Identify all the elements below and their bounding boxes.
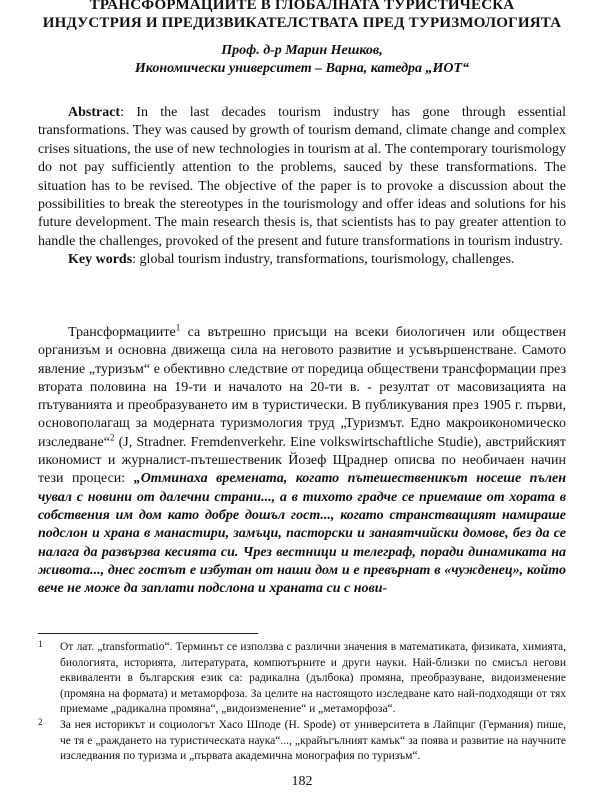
footnote-text: За нея историкът и социологът Хасо Шподе (H. Spode) от университета в Лайпциг (Германия) пише, че тя е „раждането на туристическата наука“..., „крайъгълният камък“ за поява и развитие на научните изследвания по туризма и „първата академична монография по туризъм“.	[60, 718, 566, 763]
title-line-1: ТРАНСФОРМАЦИИТЕ В ГЛОБАЛНАТА ТУРИСТИЧЕСКА	[89, 0, 515, 13]
abstract-label: Abstract	[68, 105, 121, 120]
footnote-ref-2[interactable]: 2	[109, 432, 115, 443]
footnote-2	[38, 718, 566, 765]
footnote-number: 1	[38, 639, 43, 649]
body-paragraph	[38, 324, 566, 598]
author-block	[38, 42, 566, 78]
body-text-start: Трансформациите	[68, 325, 176, 340]
body-text	[38, 324, 566, 598]
author-affiliation: Икономически университет – Варна, катедра „ИОТ“	[134, 61, 470, 76]
title-line-2: ИНДУСТРИЯ И ПРЕДИЗВИКАТЕЛСТВАТА ПРЕД ТУРИЗМОЛОГИЯТА	[42, 15, 562, 31]
footnote-separator	[38, 633, 258, 634]
body-text-middle: са вътрешно присъщи на всеки биологичен или обществен организъм и основна движеща сила на неговото развитие и усъвършенстване. Самото явление „туризъм“ е обективно следствие от поредица обществени трансформации през втората половина на 19-ти и началото на 20-ти в. - резултат от масовизацията на пътуванията и преобразуването им в туристически. В публикувания през 1905 г. първи, основополагащ за модерната туризмология труд „Туризмът. Едно макроикономическо изследване“	[38, 325, 566, 450]
paper-title	[38, 0, 566, 32]
footnote-text: От лат. „transformatio“. Терминът се използва с различни значения в математиката, физиката, химията, биологията, историята, литературата, компютърните и други науки. Най-близки по смисъл негови еквиваленти в българския език са: радикална (дълбока) промяна, преобразуване, видоизменение (промяна на формата) и метаморфоза. За целите на настоящото изследване като най-подходящи от тях приемаме „радикална промяна“, „видоизменение“ и „метаморфоза“.	[60, 641, 566, 716]
keywords-paragraph	[38, 251, 566, 269]
paper-page	[38, 0, 566, 800]
abstract-section	[38, 104, 566, 270]
abstract-text: : In the last decades tourism industry has gone through essential transformations. They was caused by growth of tourism demand, climate change and complex crises situations, the use of new technologies in tourism at al. The contemporary tourismology do not pay sufficiently attention to the problems, sauced by these transformations. The situation has to be revised. The objective of the paper is to provoke a discussion about the possibilities to break the stereotypes in the tourismology and offer ideas and solutions for his future development. The main research thesis is, that scientists has to pay greater attention to handle the challenges, provoked of the present and future transformations in tourism industry.	[38, 105, 566, 249]
body-text-middle-2: (J, Stradner. Fremdenverkehr. Eine volkswirtschaftliche Studie), австрийският икономист и журналист-пътешественик Йозеф Щраднер описва по необичаен начин тези процеси:	[38, 434, 566, 487]
footnotes-section	[38, 640, 566, 765]
footnote-number: 2	[38, 716, 43, 727]
author-name: Проф. д-р Марин Нешков,	[221, 43, 383, 58]
page-number: 182	[291, 774, 313, 789]
footnote-ref-1[interactable]: 1	[175, 322, 181, 333]
abstract-paragraph	[38, 104, 566, 251]
keywords-label: Key words	[68, 252, 133, 268]
quotation: „Отминаха времената, когато пътешественикът носеше пълен чувал с новини от далечни страни..., а в тихото градче се приемаше от хората в собствения им дом като добре дошъл гост..., когато странстващият намираше подслон и храна в манастири, замъци, пасторски и занаятчийски домове, без да се налага да развързва кесията си. Чрез вестници и телеграф, поради динамиката на живота..., днес гостът е избутан от наши дом и е превърнат в «чужденец», който вече не може да заплати подслона и храната си с нови-	[38, 471, 567, 597]
footnote-1	[38, 640, 566, 718]
keywords-text: : global tourism industry, transformations, tourismology, challenges.	[132, 252, 515, 268]
